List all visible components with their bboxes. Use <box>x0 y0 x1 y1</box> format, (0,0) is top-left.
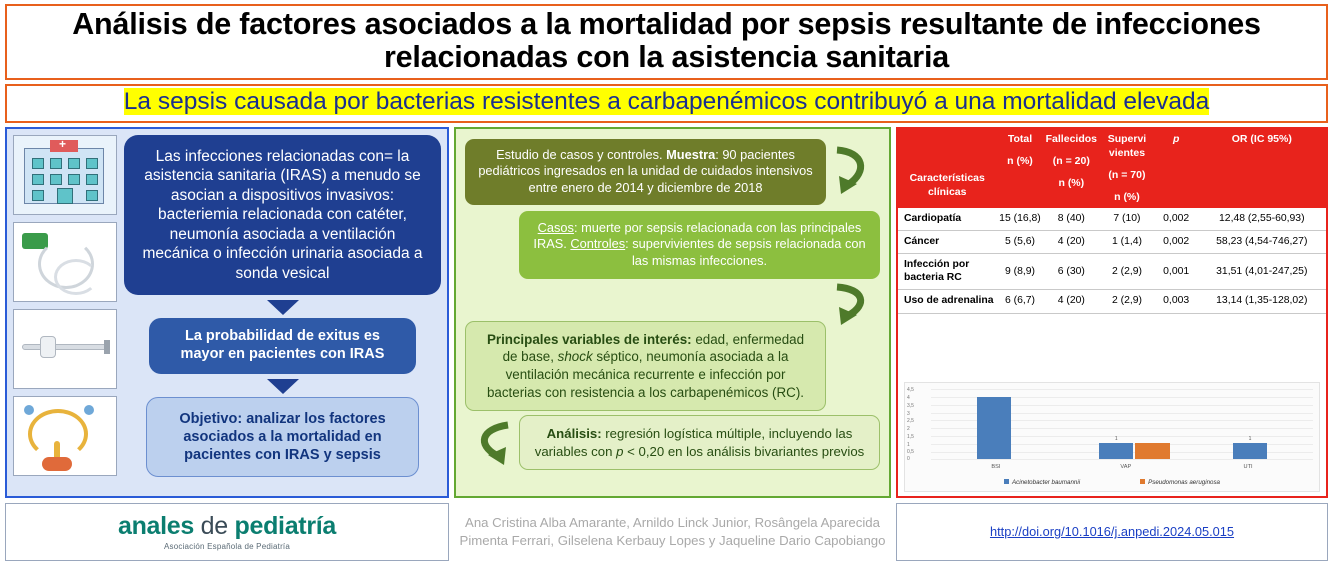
header-surv-n: (n = 70) <box>1108 169 1146 182</box>
bar-value-label: 1 <box>1114 435 1118 442</box>
legend-label-acinetobacter: Acinetobacter baumannii <box>1011 478 1081 486</box>
cases-controls-box <box>519 211 880 279</box>
central-line-catheter-illustration <box>13 309 117 389</box>
chart-xtick-bsi: BSI <box>991 463 1001 470</box>
curved-arrow-2-icon <box>826 283 880 327</box>
row-surv: 2 (2,9) <box>1099 290 1155 313</box>
chart-xtick-uti: UTI <box>1243 463 1253 470</box>
mortality-statement: La probabilidad de exitus es mayor en pacientes con IRAS <box>149 318 415 373</box>
catheter-connector-illustration <box>13 222 117 302</box>
bar-uti-acinetobacter <box>1233 435 1267 459</box>
table-row <box>898 290 1326 313</box>
row-surv: 2 (2,9) <box>1099 254 1155 290</box>
analysis-text-d: < 0,20 en los análisis bivariantes previos <box>623 443 865 459</box>
variables-shock-italic: shock <box>557 349 593 365</box>
table-header-row <box>898 129 1326 208</box>
design-text-a: Estudio de casos y controles. <box>496 146 667 162</box>
illustration-stack <box>13 135 117 490</box>
study-design-box <box>465 139 826 205</box>
chart-ytick: 3,5 <box>907 402 914 409</box>
row-p: 0,002 <box>1155 208 1198 231</box>
results-table <box>898 129 1326 314</box>
chart-ytick: 1 <box>907 441 910 448</box>
doi-link[interactable]: http://doi.org/10.1016/j.anpedi.2024.05.015 <box>989 524 1235 540</box>
row-label: Cardiopatía <box>898 208 996 231</box>
row-p: 0,002 <box>1155 230 1198 253</box>
chart-ytick: 0,5 <box>907 448 914 455</box>
journal-pediatria: pediatría <box>234 512 337 541</box>
design-sample-label: Muestra <box>666 146 716 162</box>
arrow-down-icon-2 <box>267 379 299 394</box>
doi-box <box>896 503 1328 561</box>
journal-logo-box <box>5 503 449 561</box>
table-row <box>898 254 1326 290</box>
legend-item-acinetobacter <box>1004 479 1080 486</box>
chart-ytick: 4 <box>907 394 910 401</box>
legend-item-pseudomonas <box>1140 479 1220 486</box>
bar-vap-pseudomonas <box>1135 443 1169 459</box>
row-p: 0,003 <box>1155 290 1198 313</box>
row-or: 58,23 (4,54-746,27) <box>1198 230 1326 253</box>
chart-ytick: 2 <box>907 425 910 432</box>
row-label: Cáncer <box>898 230 996 253</box>
header-surv-sub: n (%) <box>1114 191 1140 204</box>
authors-list: Ana Cristina Alba Amarante, Arnildo Linck Junior, Rosângela Aparecida Pimenta Ferrari, Gilselena Kerbauy Lopes y Jaqueline Dario Capobiango <box>459 515 886 548</box>
bar-vap-acinetobacter <box>1099 435 1133 459</box>
analysis-p-italic: p <box>616 443 624 459</box>
variables-text-d: séptico, neumonía asociada a la ventilación mecánica recurrente e infección por bacterias con resistencia a los carbapenémicos (RC). <box>486 349 805 400</box>
objective-statement: Objetivo: analizar los factores asociados a la mortalidad en pacientes con IRAS y sepsis <box>146 397 419 477</box>
journal-logo <box>118 512 336 541</box>
row-or: 13,14 (1,35-128,02) <box>1198 290 1326 313</box>
header-total-sub: n (%) <box>1007 154 1033 167</box>
table-row <box>898 208 1326 231</box>
table-row <box>898 230 1326 253</box>
column1-text-flow <box>117 135 441 490</box>
journal-subtitle: Asociación Española de Pediatría <box>163 542 291 552</box>
cases-label: Casos <box>537 219 574 235</box>
chart-ytick: 3 <box>907 410 910 417</box>
journal-de: de <box>194 512 235 541</box>
bar-bsi-acinetobacter <box>977 397 1011 459</box>
chart-ytick: 0 <box>907 455 910 462</box>
header-dead-label: Fallecidos <box>1045 132 1097 145</box>
content-columns <box>5 127 1328 498</box>
subtitle-highlight: La sepsis causada por bacterias resistentes a carbapenémicos contribuyó a una mortalidad elevada <box>123 87 1210 115</box>
arrow-down-icon <box>267 300 299 315</box>
subtitle-banner <box>5 84 1328 123</box>
header-total-label: Total <box>1007 132 1033 145</box>
authors-box <box>454 503 891 561</box>
header-dead-sub: n (%) <box>1058 177 1085 190</box>
row-or: 12,48 (2,55-60,93) <box>1198 208 1326 231</box>
header-dead <box>1044 129 1100 208</box>
header-p-label: p <box>1172 132 1180 145</box>
header-characteristic: Características clínicas <box>898 129 996 208</box>
results-column <box>896 127 1328 498</box>
row-surv: 7 (10) <box>1099 208 1155 231</box>
row-label: Infección por bacteria RC <box>898 254 996 290</box>
header-surv-label: Supervi vientes <box>1107 132 1147 159</box>
row-total: 15 (16,8) <box>996 208 1043 231</box>
stethoscope-illustration <box>13 396 117 476</box>
chart-legend <box>905 479 1319 486</box>
variables-label: Principales variables de interés: <box>486 331 692 347</box>
bacteria-bar-chart <box>904 382 1320 492</box>
header-total <box>996 129 1043 208</box>
chart-plot-area <box>931 389 1313 470</box>
title-banner <box>5 4 1328 80</box>
header-or: OR (IC 95%) <box>1198 129 1326 208</box>
header-dead-n: (n = 20) <box>1052 154 1090 167</box>
header-p <box>1155 129 1198 208</box>
row-p: 0,001 <box>1155 254 1198 290</box>
column-background <box>5 127 449 498</box>
chart-ytick: 1,5 <box>907 433 914 440</box>
chart-xtick-vap: VAP <box>1120 463 1132 470</box>
variables-box <box>465 321 826 412</box>
header-surv <box>1099 129 1155 208</box>
intro-statement: Las infecciones relacionadas con= la asistencia sanitaria (IRAS) a menudo se asocian a dispositivos invasivos: bacteriemia relacionada con catéter, neumonía asociada a ventilación mecánica o infección urinaria asociada a sonda vesical <box>124 135 441 296</box>
row-label: Uso de adrenalina <box>898 290 996 313</box>
curved-arrow-3-icon <box>465 419 519 467</box>
row-dead: 4 (20) <box>1044 230 1100 253</box>
row-total: 5 (5,6) <box>996 230 1043 253</box>
controls-label: Controles <box>570 236 626 252</box>
row-surv: 1 (1,4) <box>1099 230 1155 253</box>
footer-row <box>5 503 1328 561</box>
bar-value-label: 1 <box>1248 435 1252 442</box>
row-dead: 4 (20) <box>1044 290 1100 313</box>
legend-label-pseudomonas: Pseudomonas aeruginosa <box>1148 478 1220 486</box>
analysis-label: Análisis: <box>546 426 602 442</box>
row-total: 6 (6,7) <box>996 290 1043 313</box>
page-title: Análisis de factores asociados a la mortalidad por sepsis resultante de infecciones relacionadas con la asistencia sanitaria <box>72 7 1261 74</box>
row-total: 9 (8,9) <box>996 254 1043 290</box>
curved-arrow-1-icon <box>826 144 880 200</box>
table-body <box>898 208 1326 314</box>
cases-text: : muerte por sepsis relacionada con las principales IRAS. <box>533 219 862 252</box>
row-dead: 8 (40) <box>1044 208 1100 231</box>
methods-column <box>454 127 891 498</box>
analysis-text-b: regresión logística múltiple, incluyendo las variables con <box>534 426 853 459</box>
analysis-box <box>519 415 880 470</box>
controls-text: : supervivientes de sepsis relacionada con las mismas infecciones. <box>625 236 866 268</box>
journal-anales: anales <box>117 512 195 541</box>
chart-ytick: 4,5 <box>907 386 914 393</box>
subtitle-text <box>15 89 1318 116</box>
row-or: 31,51 (4,01-247,25) <box>1198 254 1326 290</box>
row-dead: 6 (30) <box>1044 254 1100 290</box>
hospital-illustration <box>13 135 117 215</box>
variables-text-b: edad, enfermedad de base, <box>502 331 805 365</box>
design-text-c: : 90 pacientes pediátricos ingresados en la unidad de cuidados intensivos entre enero de 2014 y diciembre de 2018 <box>478 146 813 196</box>
chart-ytick: 2,5 <box>907 417 914 424</box>
